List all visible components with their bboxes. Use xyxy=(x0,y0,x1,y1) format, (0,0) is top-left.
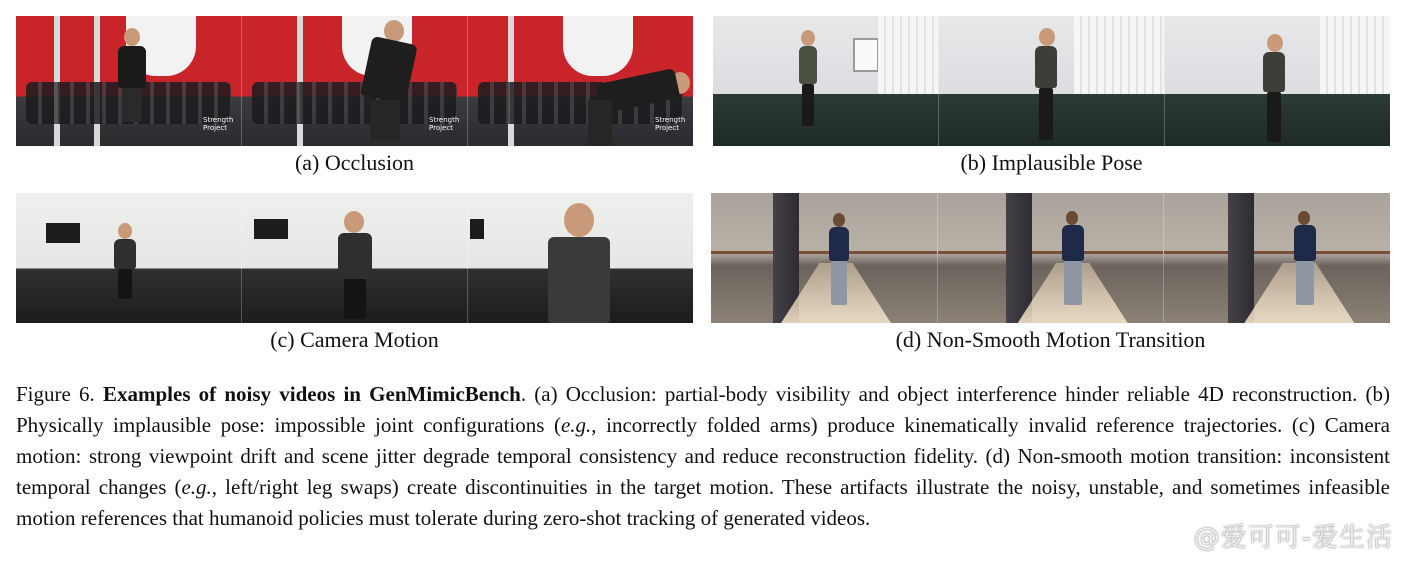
video-frame xyxy=(242,193,468,323)
watermark: @爱可可-爱生活 xyxy=(1193,523,1393,553)
frame-overlay-text: Strength Project xyxy=(203,116,234,132)
caption-eg: e.g. xyxy=(560,413,592,437)
caption-text: , left/right leg swaps) create discontinuities in the target motion. These artifacts illustrate the noisy, unstable, and sometimes infeasible motion references that humanoid policies must tolerate during zero-shot tracking of generated videos. xyxy=(16,475,1390,530)
panel-camera-motion xyxy=(16,193,693,355)
video-frame xyxy=(1165,16,1390,146)
frame-overlay-text: Strength Project xyxy=(655,116,686,132)
caption-eg: e.g. xyxy=(181,475,212,499)
panel-non-smooth-motion xyxy=(711,193,1390,355)
subcaption-implausible-pose: (b) Implausible Pose xyxy=(960,150,1143,175)
caption-title-end: . xyxy=(520,382,527,406)
video-frame xyxy=(713,16,939,146)
video-frame xyxy=(468,16,693,146)
figure-caption xyxy=(16,379,1390,534)
subcaption-camera-motion: (c) Camera Motion xyxy=(270,327,439,352)
subcaption-non-smooth-motion: (d) Non-Smooth Motion Transition xyxy=(895,327,1206,352)
implausible-pose-frames xyxy=(713,16,1390,146)
video-frame xyxy=(16,16,242,146)
caption-title: Examples of noisy videos in GenMimicBench xyxy=(102,382,521,406)
panel-implausible-pose xyxy=(713,16,1390,176)
subcaption-occlusion: (a) Occlusion xyxy=(294,150,415,175)
video-frame xyxy=(16,193,242,323)
caption-text: (a) Occlusion: partial-body visibility and object interference hinder reliable 4D reconstruction. (b) Physically implausible pose: impossible joint configurations ( xyxy=(16,382,1391,437)
video-frame xyxy=(938,193,1165,323)
video-frame xyxy=(711,193,938,323)
camera-motion-frames xyxy=(16,193,693,323)
video-frame xyxy=(939,16,1165,146)
caption-text: , incorrectly folded arms) produce kinematically invalid reference trajectories. (c) Camera motion: strong viewpoint drift and scene jitter degrade temporal consistency and reduce reconstruction fidelity. (d) Non-smooth motion transition: inconsistent temporal changes ( xyxy=(16,413,1390,499)
occlusion-frames xyxy=(16,16,693,146)
video-frame xyxy=(1164,193,1390,323)
frame-overlay-text: Strength Project xyxy=(429,116,460,132)
panel-occlusion xyxy=(16,16,693,176)
video-frame xyxy=(468,193,693,323)
non-smooth-motion-frames xyxy=(711,193,1390,323)
video-frame xyxy=(242,16,468,146)
figure-label: Figure 6. xyxy=(16,382,95,406)
